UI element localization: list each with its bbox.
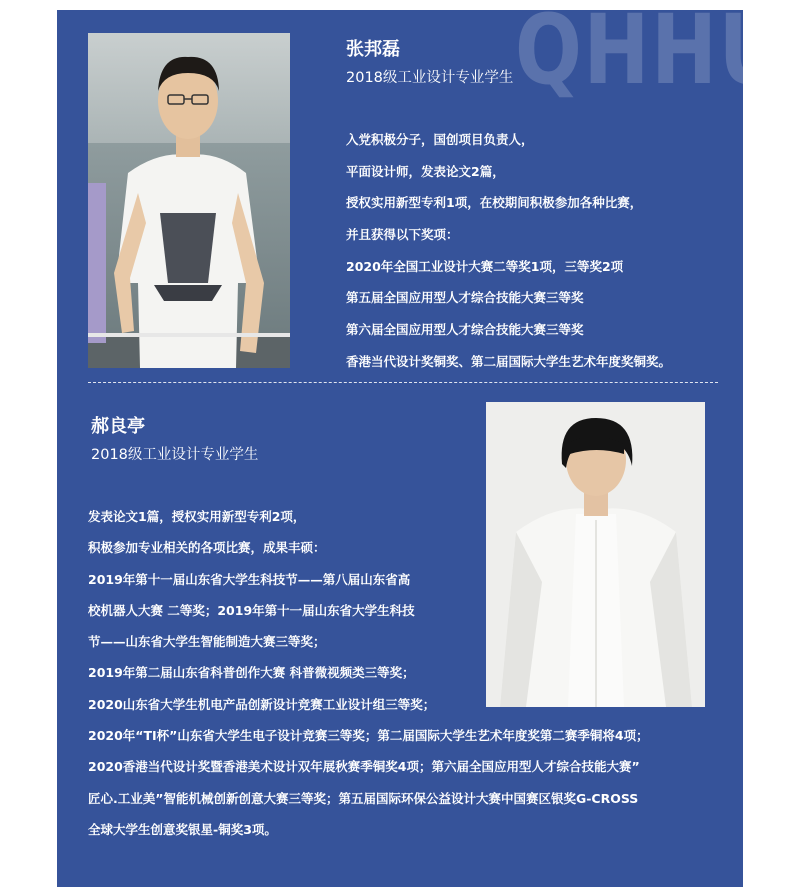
achievement-line: 积极参加专业相关的各项比赛，成果丰硕： xyxy=(88,540,326,556)
achievement-line: 香港当代设计奖铜奖、第二届国际大学生艺术年度奖铜奖。 xyxy=(346,353,672,369)
student-photo-1-image xyxy=(88,33,290,368)
achievement-line: 发表论文1篇，授权实用新型专利2项， xyxy=(88,509,306,524)
achievement-line: 2020年“TI杯”山东省大学生电子设计竞赛三等奖；第二届国际大学生艺术年度奖第二赛季铜将4项； xyxy=(88,728,649,744)
achievement-line: 2019年第十一届山东省大学生科技节——第八届山东省高 xyxy=(88,571,411,587)
watermark: QHHU xyxy=(515,0,785,106)
achievement-line: 节——山东省大学生智能制造大赛三等奖； xyxy=(88,634,326,650)
student-major-1: 2018级工业设计专业学生 xyxy=(346,70,514,86)
profile-panel xyxy=(57,0,785,887)
achievement-line: 2020山东省大学生机电产品创新设计竞赛工业设计组三等奖； xyxy=(88,696,436,712)
achievement-line: 入党积极分子，国创项目负责人， xyxy=(346,132,534,147)
achievement-line: 2020香港当代设计奖暨香港美术设计双年展秋赛季铜奖4项；第六届全国应用型人才综合技能大赛” xyxy=(88,759,640,775)
achievement-line: 2020年全国工业设计大赛二等奖1项，三等奖2项 xyxy=(346,258,624,274)
student-name-2: 郝良亭 xyxy=(91,416,145,437)
achievement-line: 平面设计师，发表论文2篇， xyxy=(346,163,505,179)
student-name-1: 张邦磊 xyxy=(346,39,400,60)
achievement-line: 2019年第二届山东省科普创作大赛 科普微视频类三等奖； xyxy=(88,665,415,681)
achievement-line: 并且获得以下奖项： xyxy=(346,227,459,243)
achievement-line: 匠心.工业美”智能机械创新创意大赛三等奖；第五届国际环保公益设计大赛中国赛区银奖G-CROSS xyxy=(88,790,639,806)
student-photo-1 xyxy=(88,33,290,368)
student-major-2: 2018级工业设计专业学生 xyxy=(91,447,259,463)
achievement-line: 全球大学生创意奖银星-铜奖3项。 xyxy=(88,821,277,837)
achievement-line: 第六届全国应用型人才综合技能大赛三等奖 xyxy=(346,322,584,338)
student-achievements-2 xyxy=(88,501,649,845)
achievement-line: 校机器人大赛 二等奖；2019年第十一届山东省大学生科技 xyxy=(88,602,415,618)
achievement-line: 授权实用新型专利1项，在校期间积极参加各种比赛， xyxy=(346,195,643,211)
section-divider xyxy=(88,382,718,383)
achievement-line: 第五届全国应用型人才综合技能大赛三等奖 xyxy=(346,290,584,306)
student-achievements-1 xyxy=(346,124,671,378)
